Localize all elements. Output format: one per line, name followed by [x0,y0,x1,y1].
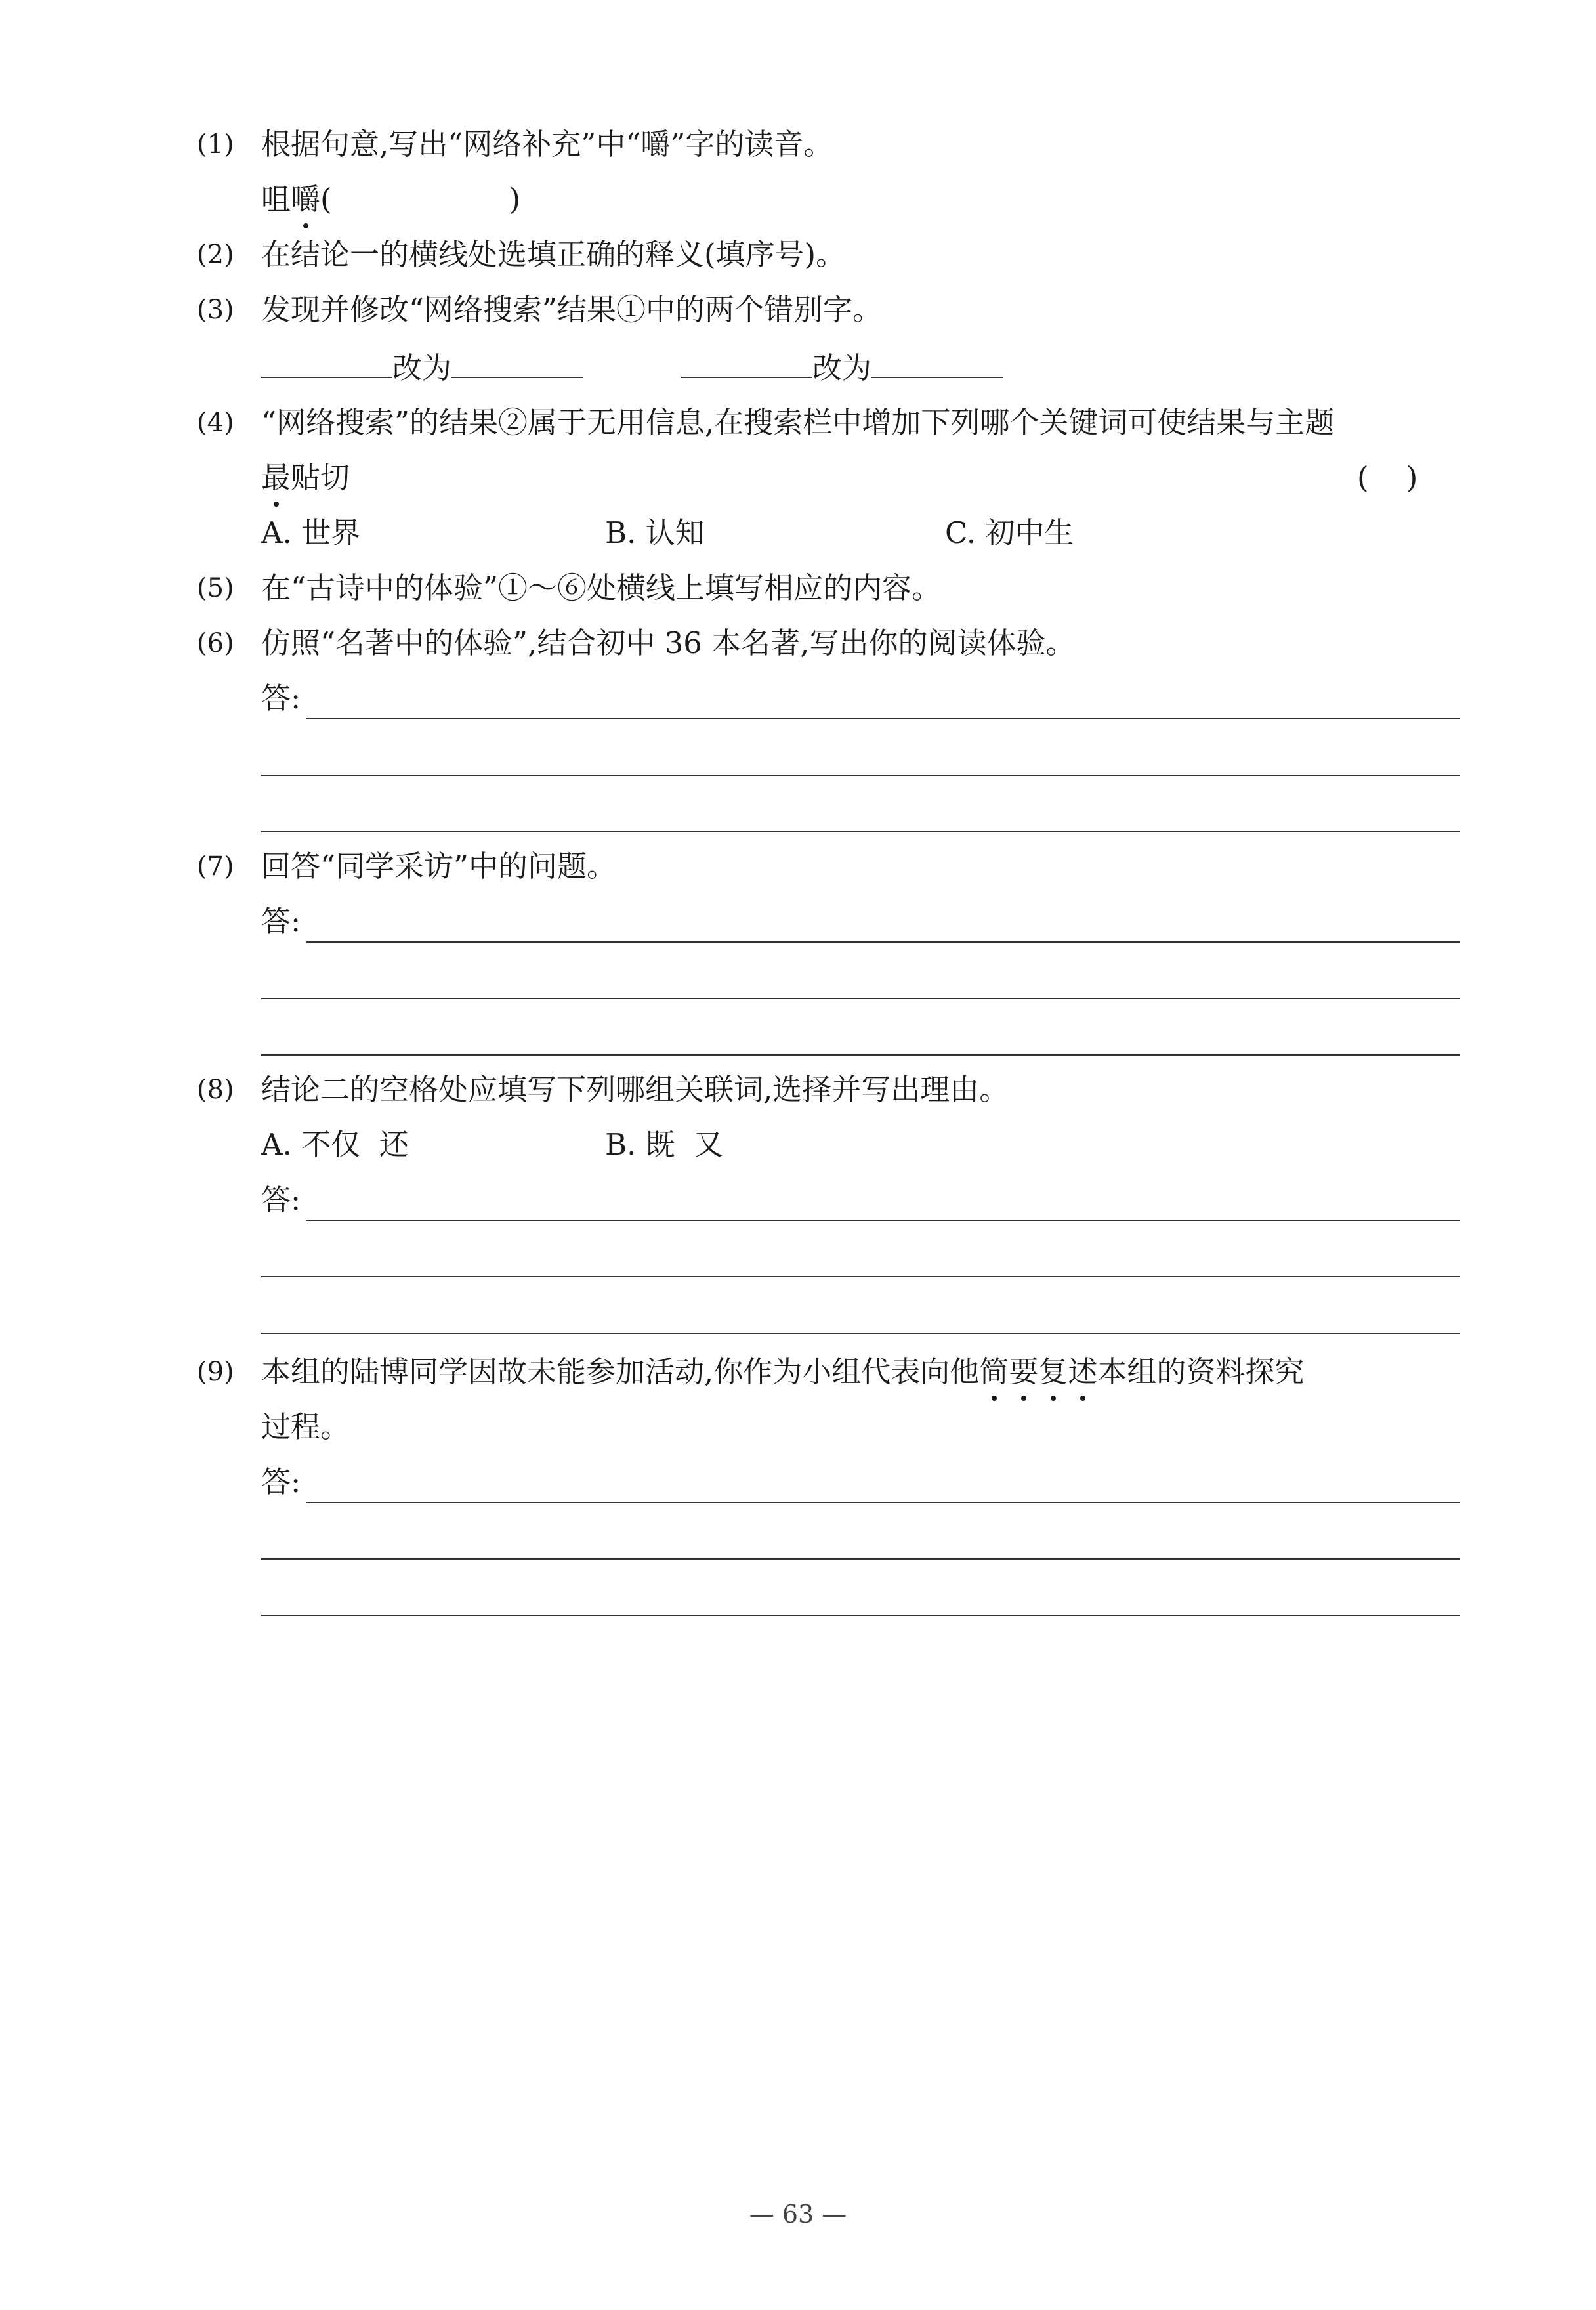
question-1-answer-line [261,180,520,219]
open-paren: ( [320,182,332,217]
question-4-line2 [261,458,350,498]
question-text: 根据句意,写出“网络补充”中“嚼”字的读音。 [261,127,833,161]
question-number: (2) [197,240,234,270]
question-number: (6) [197,628,234,658]
option-a: A. 世界 [261,515,361,550]
question-number: (4) [197,408,234,438]
question-text: 在“古诗中的体验”①～⑥处横线上填写相应的内容。 [261,570,942,605]
answer-line[interactable] [306,1220,1460,1221]
question-text-cont: 过程。 [261,1409,350,1444]
answer-line[interactable] [261,1054,1460,1056]
option-b: B. 既 又 [605,1127,724,1162]
page-number: — 63 — [749,2200,847,2229]
question-3-blanks [261,348,1003,388]
answer-line[interactable] [306,1502,1460,1503]
correct-char-blank-1[interactable] [452,348,583,378]
answer-line[interactable] [261,1333,1460,1334]
answer-line[interactable] [261,831,1460,832]
emphasized-char: 最 [261,458,291,498]
question-text: 结论二的空格处应填写下列哪组关联词,选择并写出理由。 [261,1072,1009,1107]
question-number: (3) [197,295,234,325]
answer-line[interactable] [306,941,1460,943]
question-text: 仿照“名著中的体验”,结合初中 36 本名著,写出你的阅读体验。 [261,626,1076,660]
option-b: B. 认知 [605,515,705,550]
answer-label: 答: [261,1182,301,1217]
answer-label: 答: [261,1465,301,1499]
question-text-cont: 贴切 [291,460,350,495]
correct-char-blank-2[interactable] [872,348,1003,378]
answer-line[interactable] [261,1615,1460,1616]
answer-line[interactable] [261,775,1460,776]
option-a: A. 不仅 还 [261,1127,409,1162]
emphasized-char: 要 [1009,1352,1038,1392]
answer-line[interactable] [261,1276,1460,1277]
question-text: “网络搜索”的结果②属于无用信息,在搜索栏中增加下列哪个关键词可使结果与主题 [261,405,1335,440]
answer-line[interactable] [261,1558,1460,1560]
question-text: 在结论一的横线处选填正确的释义(填序号)。 [261,237,846,272]
emphasized-char: 复 [1038,1352,1068,1392]
question-number: (7) [197,851,234,882]
emphasized-char: 简 [979,1352,1009,1392]
answer-line[interactable] [306,718,1460,719]
wrong-char-blank-1[interactable] [261,348,392,378]
question-number: (1) [197,129,234,160]
change-to-label: 改为 [812,351,872,385]
emphasized-char: 嚼 [291,180,320,219]
emphasized-char: 述 [1068,1352,1097,1392]
answer-paren[interactable]: ( ) [1357,460,1418,495]
question-text: 发现并修改“网络搜索”结果①中的两个错别字。 [261,292,883,327]
question-text: 本组的陆博同学因故未能参加活动,你作为小组代表向他简要复述本组的资料探究 [261,1352,1304,1392]
question-number: (9) [197,1357,234,1387]
wrong-char-blank-2[interactable] [681,348,812,378]
answer-label: 答: [261,904,301,939]
change-to-label: 改为 [392,351,452,385]
answer-label: 答: [261,681,301,716]
question-number: (8) [197,1075,234,1105]
option-c: C. 初中生 [945,515,1074,550]
close-paren: ) [509,182,521,217]
question-number: (5) [197,573,234,603]
answer-line[interactable] [261,998,1460,999]
question-text: 回答“同学采访”中的问题。 [261,849,617,884]
word-prefix: 咀 [261,182,291,217]
